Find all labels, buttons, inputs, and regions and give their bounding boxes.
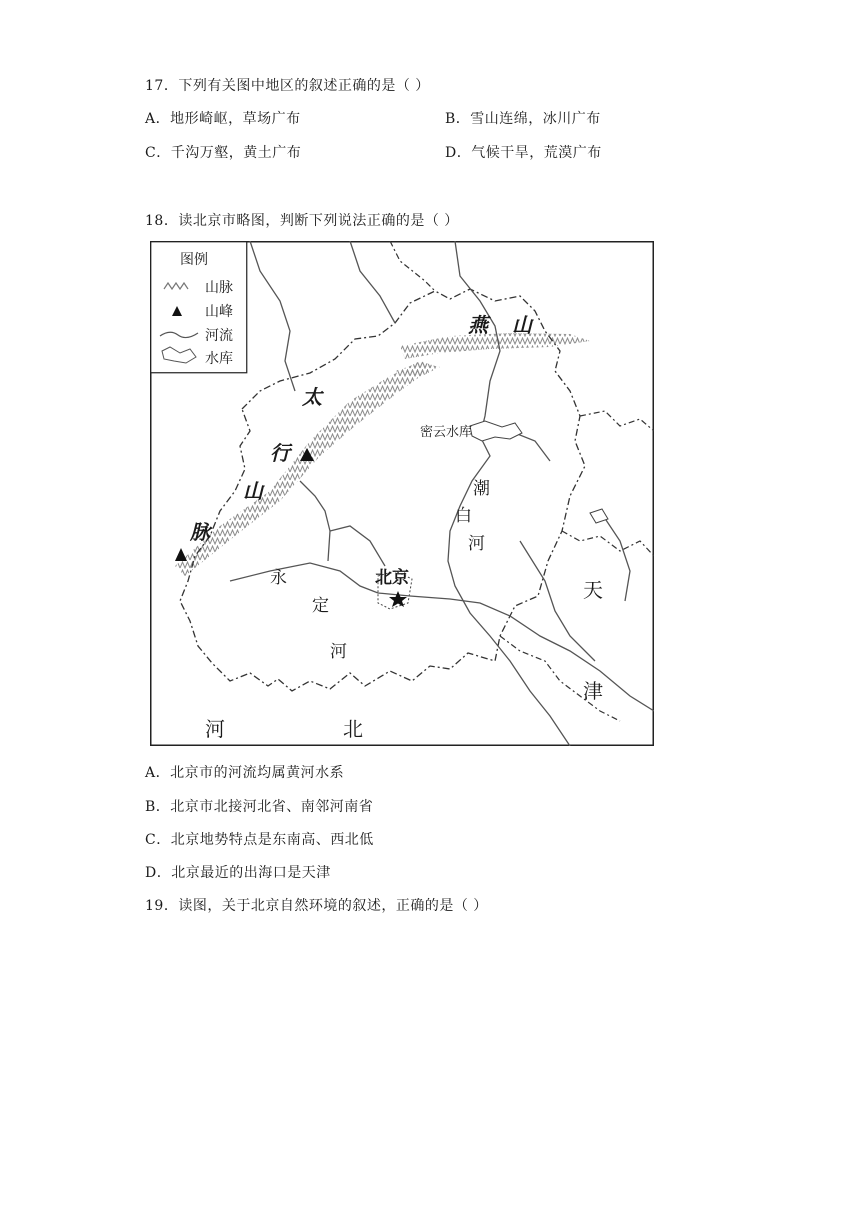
label-taihang-shan: 山 [243,479,263,503]
q17-stem: 17．下列有关图中地区的叙述正确的是（ ） [145,78,430,94]
legend-mountain-label: 山脉 [205,280,233,296]
label-chao: 潮 [473,479,490,499]
legend-reservoir-label: 水库 [205,351,233,367]
label-bai: 白 [455,506,472,526]
label-hebei-he: 河 [205,717,225,741]
q17-option-c[interactable]: C．千沟万壑，黄土广布 [145,145,302,161]
label-beijing: 北京 [375,568,409,588]
q19-stem: 19．读图，关于北京自然环境的叙述，正确的是（ ） [145,898,488,914]
legend-title: 图例 [180,252,208,268]
label-yan-shan: 山 [512,313,532,337]
legend-river-label: 河流 [205,328,233,344]
label-ding: 定 [312,596,329,616]
q18-option-a[interactable]: A．北京市的河流均属黄河水系 [145,765,345,781]
q17-option-b[interactable]: B．雪山连绵，冰川广布 [445,111,601,127]
q18-option-b[interactable]: B．北京市北接河北省、南邻河南省 [145,799,374,815]
legend-peak-label: 山峰 [205,304,233,320]
q18-option-c[interactable]: C．北京地势特点是东南高、西北低 [145,832,374,848]
q18-stem: 18．读北京市略图，判断下列说法正确的是（ ） [145,213,459,229]
label-chaobai-he: 河 [468,534,485,554]
label-yan: 燕 [468,313,488,337]
label-hang: 行 [270,441,290,465]
label-yong: 永 [270,568,287,588]
q18-option-d[interactable]: D．北京最近的出海口是天津 [145,865,331,881]
q17-option-a[interactable]: A．地形崎岖，草场广布 [145,111,301,127]
label-tian: 天 [583,578,603,602]
label-yongding-he: 河 [330,642,347,662]
beijing-map [150,241,654,746]
label-tai: 太 [302,385,322,409]
label-miyun-reservoir: 密云水库 [420,425,473,440]
label-hebei-bei: 北 [343,717,363,741]
label-mai: 脉 [190,520,210,544]
label-jin: 津 [583,679,603,703]
q17-option-d[interactable]: D．气候干旱，荒漠广布 [445,145,602,161]
